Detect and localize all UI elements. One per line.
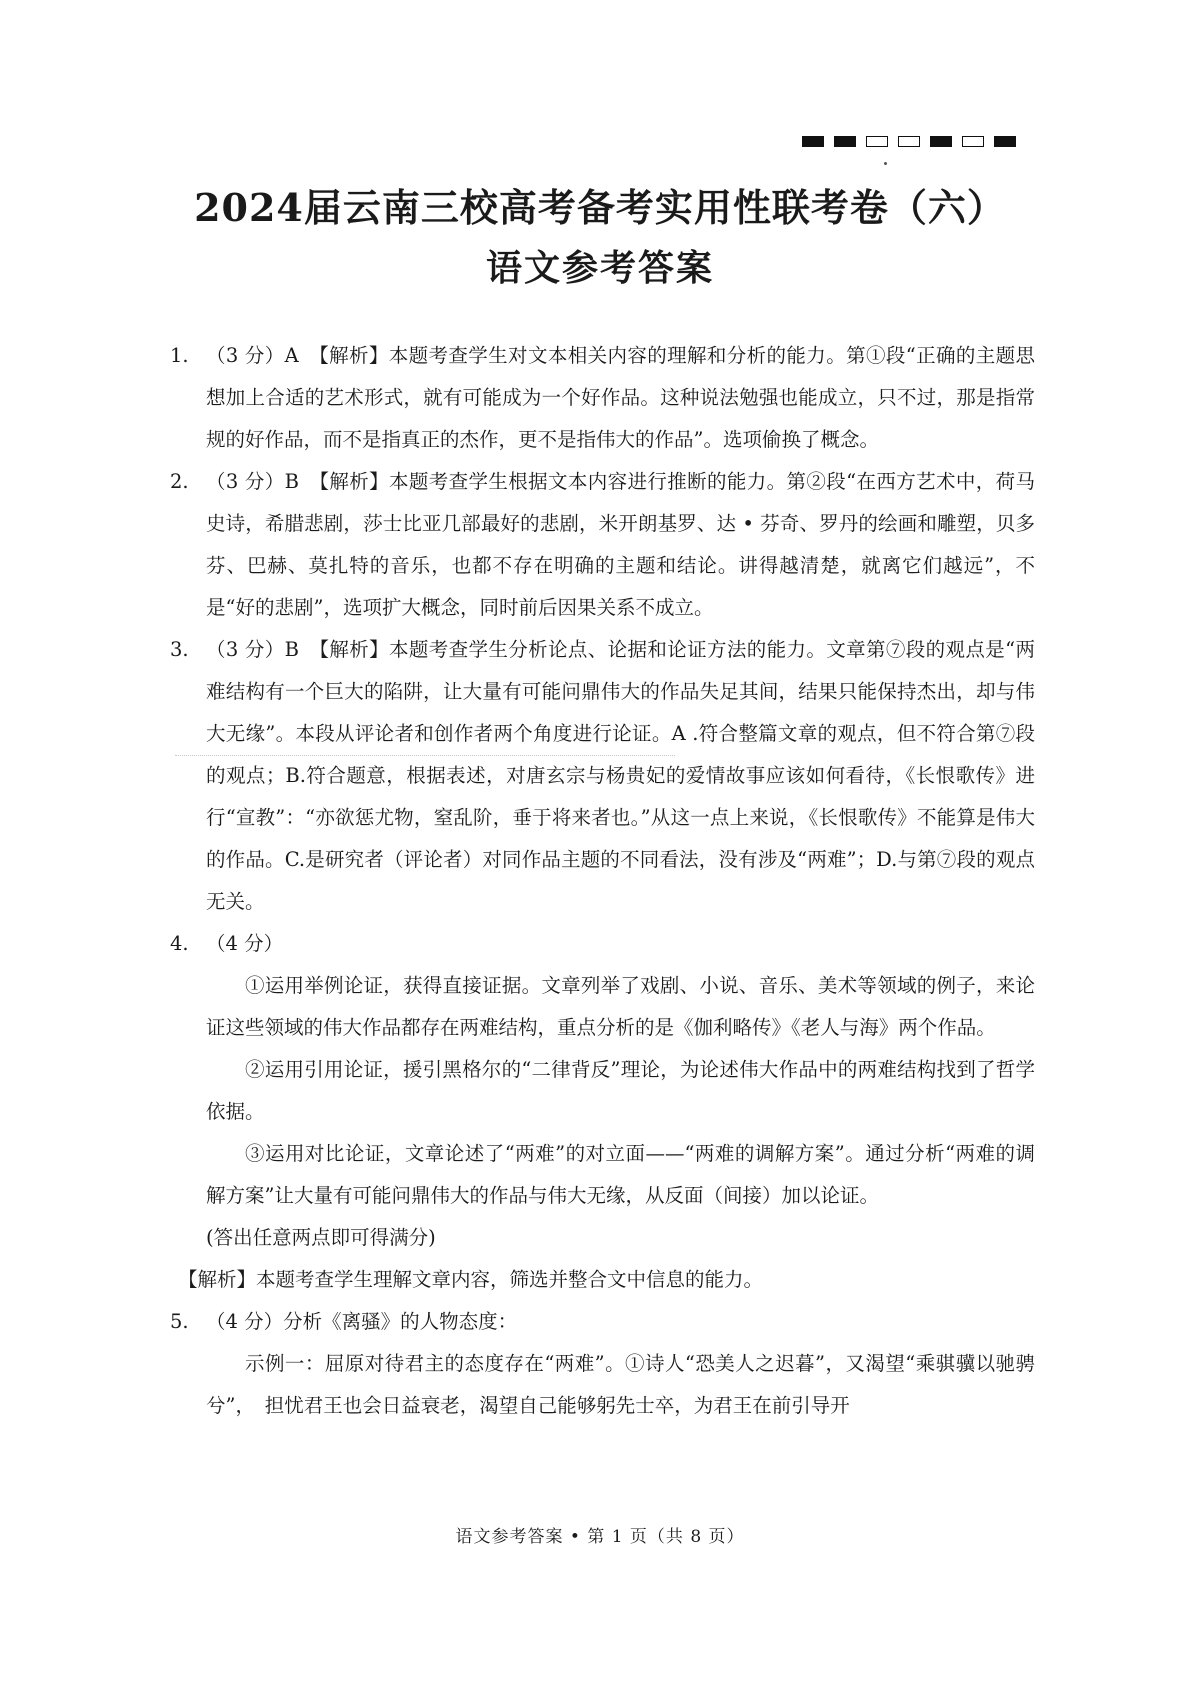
q4-point-2: ②运用引用论证，援引黑格尔的“二律背反”理论，为论述伟大作品中的两难结构找到了哲学依据。 [206,1058,1035,1123]
question-2 [170,461,1035,629]
code-mark-empty [866,136,888,147]
code-mark-filled [834,136,856,147]
question-5 [170,1301,1035,1427]
question-number: 3. [170,638,189,661]
question-3 [170,629,1035,923]
code-mark-filled [994,136,1016,147]
question-1 [170,335,1035,461]
question-4 [170,923,1035,1259]
page-title: 2024届云南三校高考备考实用性联考卷（六） [194,185,1006,230]
question-text: （3 分）B 【解析】本题考查学生根据文本内容进行推断的能力。第②段“在西方艺术中，荷马史诗，希腊悲剧，莎士比亚几部最好的悲剧，米开朗基罗、达 • 芬奇、罗丹的绘画和雕塑，贝多芬、巴赫、莫扎特的音乐，也都不存在明确的主题和结论。讲得越清楚，就离它们越远”，不是“好的悲剧”，选项扩大概念，同时前后因果关系不成立。 [206,470,1035,619]
question-number: 4. [170,932,189,955]
answer-body [170,335,1035,1427]
question-number: 5. [170,1310,189,1333]
question-number: 2. [170,470,189,493]
question-text: （4 分）分析《离骚》的人物态度： [206,1310,518,1333]
q4-point-3: ③运用对比论证，文章论述了“两难”的对立面——“两难的调解方案”。通过分析“两难的调解方案”让大量有可能问鼎伟大的作品与伟大无缘，从反面（间接）加以论证。 [206,1142,1035,1207]
question-number: 1. [170,344,189,367]
page-footer: 语文参考答案 • 第 1 页（共 8 页） [455,1527,745,1547]
q4-scoring-note: (答出任意两点即可得满分) [206,1226,436,1249]
question-text: （4 分） [206,932,284,955]
q4-point-1: ①运用举例论证，获得直接证据。文章列举了戏剧、小说、音乐、美术等领域的例子，来论证这些领域的伟大作品都存在两难结构，重点分析的是《伽利略传》《老人与海》两个作品。 [206,974,1035,1039]
question-text: （3 分）A 【解析】本题考查学生对文本相关内容的理解和分析的能力。第①段“正确的主题思想加上合适的艺术形式，就有可能成为一个好作品。这种说法勉强也能成立，只不过，那是指常规的好作品，而不是指真正的杰作，更不是指伟大的作品”。选项偷换了概念。 [206,344,1035,451]
question-text: （3 分）B 【解析】本题考查学生分析论点、论据和论证方法的能力。文章第⑦段的观点是“两难结构有一个巨大的陷阱，让大量有可能问鼎伟大的作品失足其间，结果只能保持杰出，却与伟大无缘”。本段从评论者和创作者两个角度进行论证。A .符合整篇文章的观点，但不符合第⑦段的观点；B.符合题意，根据表述，对唐玄宗与杨贵妃的爱情故事应该如何看待，《长恨歌传》进行“宣教”：“亦欲惩尤物，窒乱阶，垂于将来者也。”从这一点上来说，《长恨歌传》不能算是伟大的作品。C.是研究者（评论者）对同作品主题的不同看法，没有涉及“两难”；D.与第⑦段的观点无关。 [206,638,1035,913]
code-mark-empty [898,136,920,147]
q5-example: 示例一：屈原对待君主的态度存在“两难”。①诗人“恐美人之迟暮”，又渴望“乘骐骥以驰骋兮”， 担忧君王也会日益衰老，渴望自己能够躬先士卒，为君王在前引导开 [206,1352,1035,1417]
code-mark-empty [962,136,984,147]
q4-analysis: 【解析】本题考查学生理解文章内容，筛选并整合文中信息的能力。 [178,1268,764,1291]
exam-code-marks [802,136,1016,147]
speck [884,162,887,165]
page-subtitle: 语文参考答案 [485,247,714,289]
code-mark-filled [930,136,952,147]
code-mark-filled [802,136,824,147]
